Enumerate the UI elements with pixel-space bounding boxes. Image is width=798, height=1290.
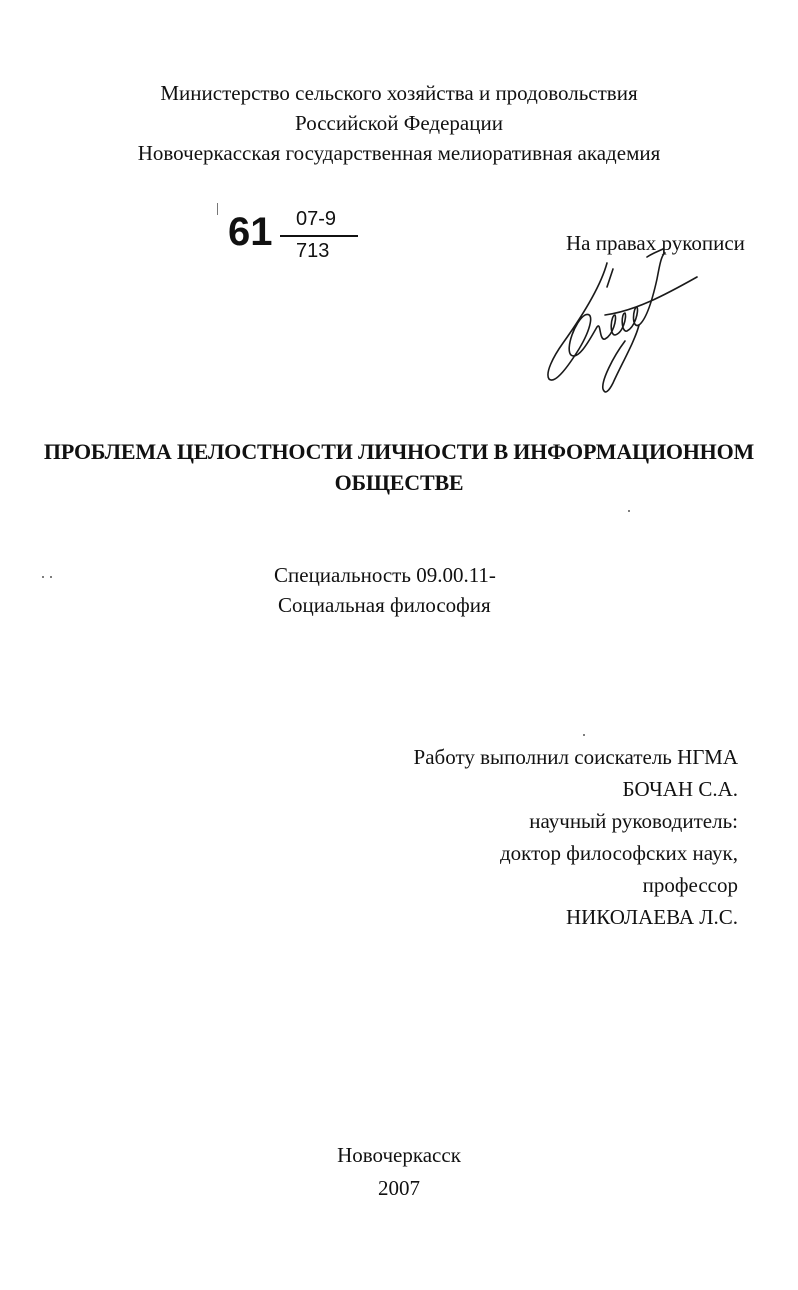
scan-speck xyxy=(583,734,585,736)
author-signature xyxy=(535,245,705,395)
scan-mark xyxy=(217,203,218,215)
scan-speck xyxy=(42,576,44,578)
scan-speck xyxy=(50,576,52,578)
supervisor-title: профессор xyxy=(642,873,738,897)
city: Новочеркасск xyxy=(337,1143,461,1167)
year: 2007 xyxy=(378,1176,420,1200)
ministry-line-2: Российской Федерации xyxy=(295,111,503,135)
thesis-title-line-2: ОБЩЕСТВЕ xyxy=(334,470,464,495)
specialty-name: Социальная философия xyxy=(278,593,491,617)
ministry-line-1: Министерство сельского хозяйства и продовольствия xyxy=(160,81,638,105)
supervisor-label: научный руководитель: xyxy=(529,809,738,833)
manuscript-note: На правах рукописи xyxy=(566,231,745,255)
thesis-title-line-1: ПРОБЛЕМА ЦЕЛОСТНОСТИ ЛИЧНОСТИ В ИНФОРМАЦИОННОМ xyxy=(43,439,755,464)
specialty-code: Специальность 09.00.11- xyxy=(274,563,496,587)
author-name: БОЧАН С.А. xyxy=(622,777,738,801)
stamp-numerator: 07-9 xyxy=(296,208,337,230)
stamp-fraction-bar xyxy=(280,235,358,237)
supervisor-degree: доктор философских наук, xyxy=(500,841,738,865)
supervisor-name: НИКОЛАЕВА Л.С. xyxy=(565,905,738,929)
performed-by: Работу выполнил соискатель НГМА xyxy=(413,745,738,769)
stamp-main-number: 61 xyxy=(228,210,273,254)
library-stamp xyxy=(228,208,368,270)
academy-name: Новочеркасская государственная мелиоративная академия xyxy=(137,141,661,165)
scan-speck xyxy=(628,510,630,512)
stamp-denominator: 713 xyxy=(296,240,330,262)
